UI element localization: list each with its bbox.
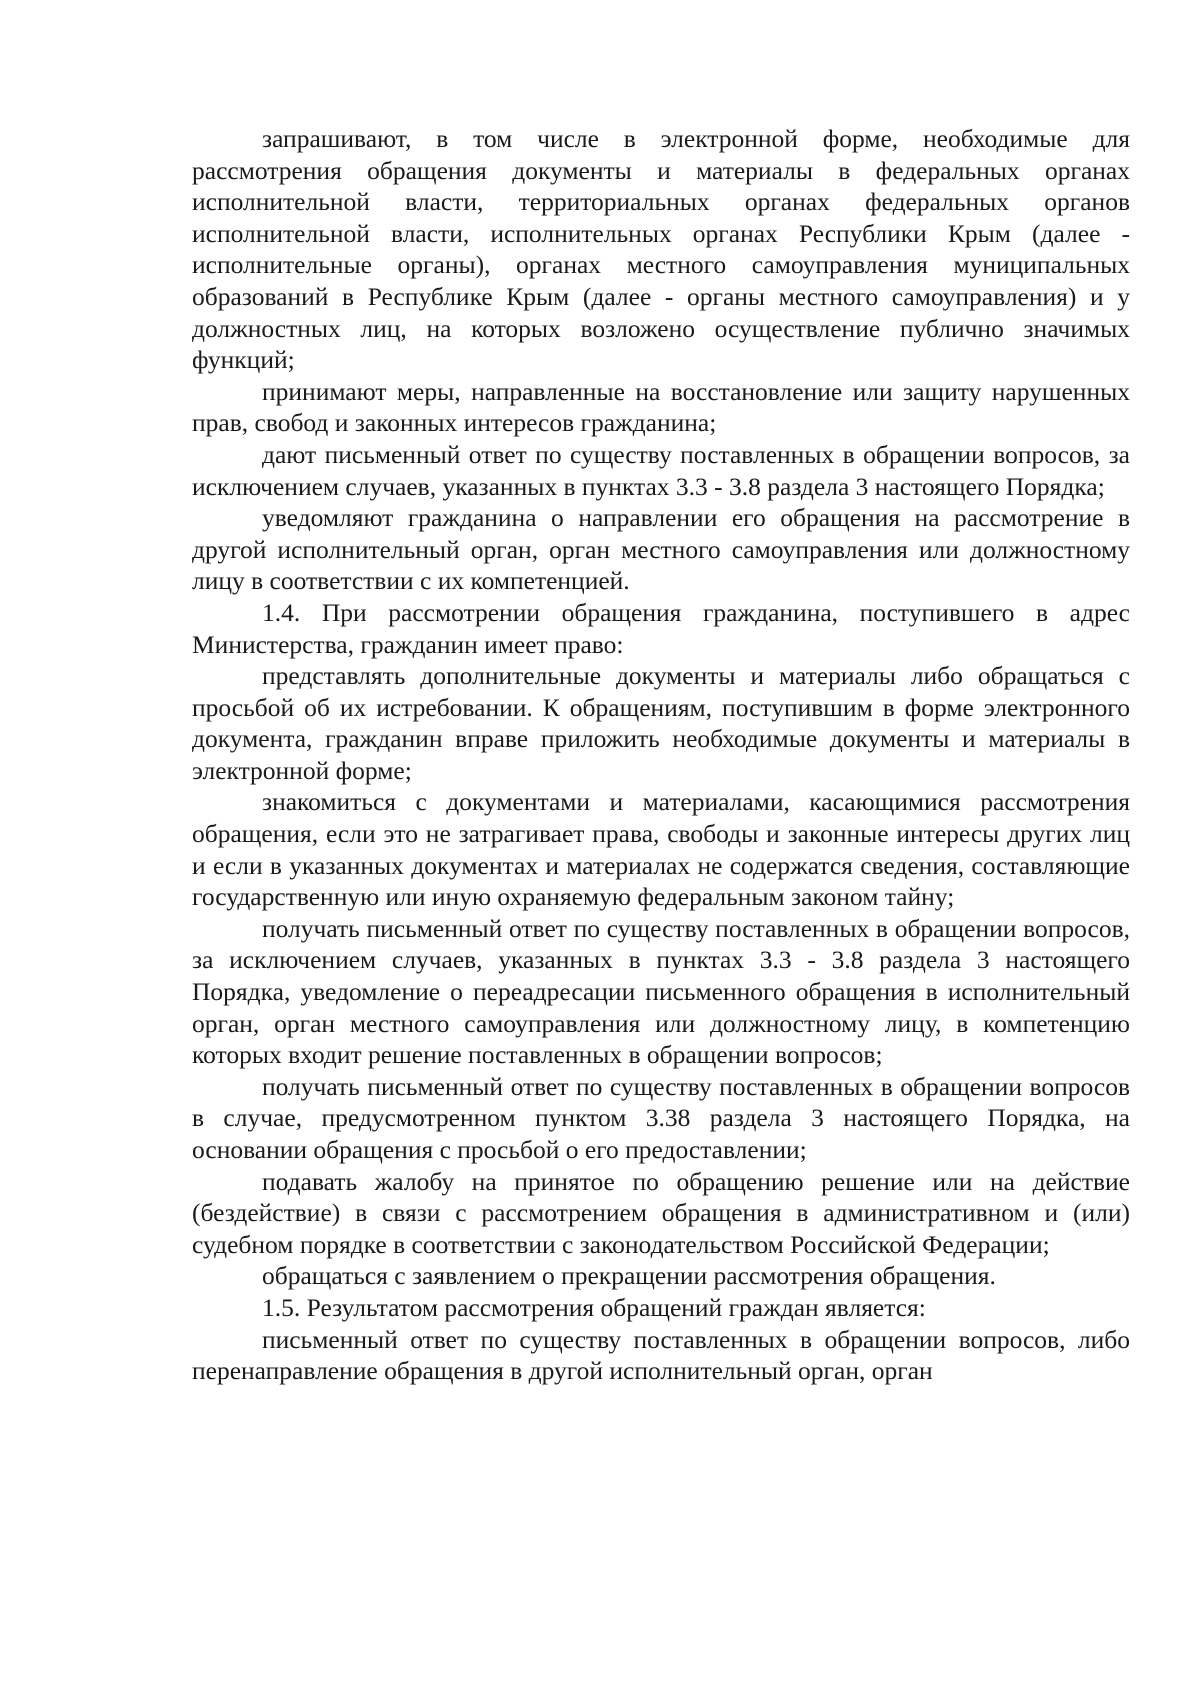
paragraph-request-documents: запрашивают, в том числе в электронной форме, необходимые для рассмотрения обращения документы и материалы в федеральных органах исполнительной власти, территориальных органах федеральных органов исполнительной власти, исполнительных органах Республики Крым (далее - исполнительные органы), органах местного самоуправления муниципальных образований в Республике Крым (далее - органы местного самоуправления) и у должностных лиц, на которых возложено осуществление публично значимых функций;: [192, 124, 1130, 375]
paragraph-withdraw-request: обращаться с заявлением о прекращении рассмотрения обращения.: [262, 1261, 996, 1291]
paragraph-written-answer: дают письменный ответ по существу поставленных в обращении вопросов, за исключением случаев, указанных в пунктах 3.3 - 3.8 раздела 3 настоящего Порядка;: [192, 439, 1130, 501]
paragraph-receive-answer: получать письменный ответ по существу поставленных в обращении вопросов, за исключением случаев, указанных в пунктах 3.3 - 3.8 раздела 3 настоящего Порядка, уведомление о переадресации письменного обращения в исполнительный орган, орган местного самоуправления или должностному лицу, в компетенцию которых входит решение поставленных в обращении вопросов;: [192, 913, 1130, 1070]
paragraph-review-materials: знакомиться с документами и материалами, касающимися рассмотрения обращения, если это не затрагивает права, свободы и законные интересы других лиц и если в указанных документах и материалах не содержатся сведения, составляющие государственную или иную охраняемую федеральным законом тайну;: [192, 787, 1130, 912]
paragraph-result: письменный ответ по существу поставленных в обращении вопросов, либо перенаправление обращения в другой исполнительный орган, орган: [192, 1324, 1130, 1386]
paragraph-take-measures: принимают меры, направленные на восстановление или защиту нарушенных прав, свобод и законных интересов гражданина;: [192, 376, 1130, 438]
paragraph-section-1-5: 1.5. Результатом рассмотрения обращений граждан является:: [262, 1292, 926, 1322]
document-body: [192, 123, 1130, 1387]
paragraph-section-1-4: 1.4. При рассмотрении обращения гражданина, поступившего в адрес Министерства, гражданин имеет право:: [192, 597, 1130, 659]
paragraph-receive-answer-3-38: получать письменный ответ по существу поставленных в обращении вопросов в случае, предусмотренном пунктом 3.38 раздела 3 настоящего Порядка, на основании обращения с просьбой о его предоставлении;: [192, 1071, 1130, 1164]
paragraph-file-complaint: подавать жалобу на принятое по обращению решение или на действие (бездействие) в связи с рассмотрением обращения в административном и (или) судебном порядке в соответствии с законодательством Российской Федерации;: [192, 1166, 1130, 1259]
paragraph-notify-citizen: уведомляют гражданина о направлении его обращения на рассмотрение в другой исполнительный орган, орган местного самоуправления или должностному лицу в соответствии с их компетенцией.: [192, 503, 1130, 596]
paragraph-submit-documents: представлять дополнительные документы и материалы либо обращаться с просьбой об их истребовании. К обращениям, поступившим в форме электронного документа, гражданин вправе приложить необходимые документы и материалы в электронной форме;: [192, 661, 1130, 785]
